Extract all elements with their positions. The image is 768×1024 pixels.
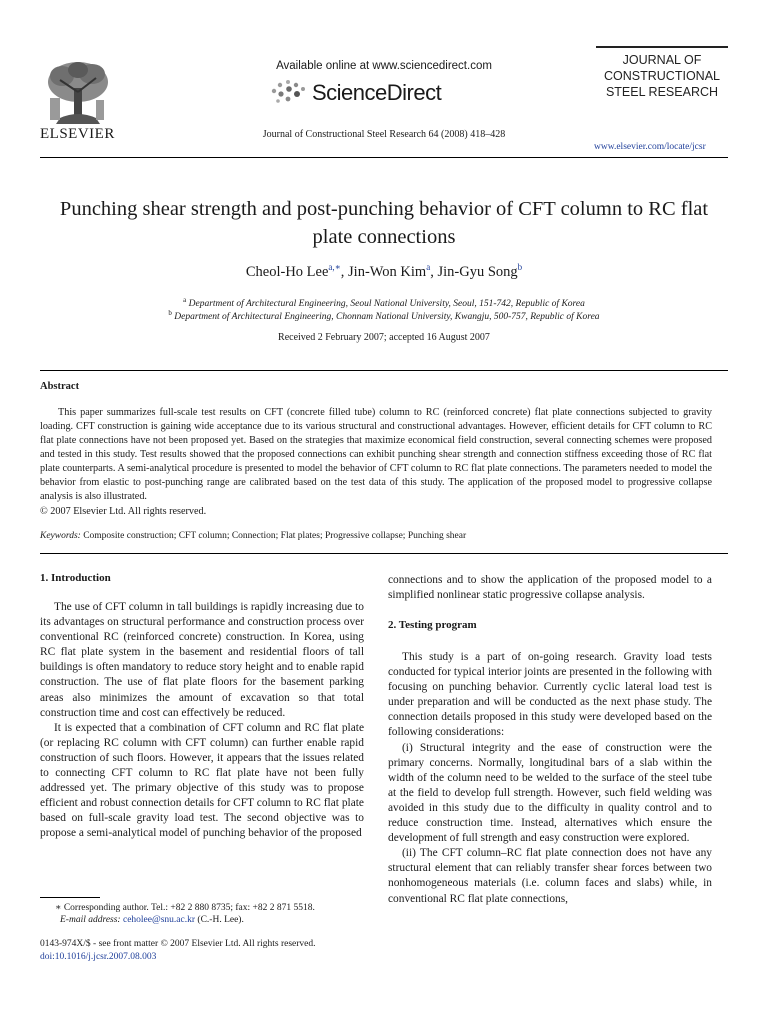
publisher-name: ELSEVIER	[40, 126, 115, 142]
front-matter-note: 0143-974X/$ - see front matter © 2007 Elsevier Ltd. All rights reserved.	[40, 939, 316, 949]
paragraph: (ii) The CFT column–RC flat plate connection does not have any structural element that can reliably transfer shear forces between two nonhomogeneous materials (i.e. column faces and slabs) while, in conventional RC flat plate connections,	[388, 847, 712, 905]
journal-url-link[interactable]: www.elsevier.com/locate/jcsr	[594, 142, 706, 152]
abstract-text: This paper summarizes full-scale test results on CFT (concrete filled tube) column to RC (reinforced concrete) flat plate connections subjected to gravity loading. CFT construction is gaining wide acceptance due to its various structural and constructional advantages. However, efficient details for CFT column to RC flat plate connections have not been proposed yet. Based on the strategies that maximize economical field construction, several connecting schemes were proposed and tested in this study. Test results showed that the proposed connections can exhibit punching shear strength and connection stiffness exceeding those of RC flat plate counterparts. A semi-analytical procedure is presented to model the behavior of CFT column to RC flat plate connections. The parameters needed to model the behavior from elastic to post-punching range are calibrated based on the test data of this study. The application of the proposed model to progressive collapse analysis is also illustrated.	[40, 407, 712, 502]
affiliation-text: Department of Architectural Engineering, Seoul National University, Seoul, 151-742, Republic of Korea	[188, 299, 585, 310]
sciencedirect-dots-icon	[268, 77, 308, 107]
affiliation-marker: b	[168, 309, 172, 317]
email-link[interactable]: ceholee@snu.ac.kr	[122, 915, 196, 925]
journal-citation: Journal of Constructional Steel Research 64 (2008) 418–428	[262, 129, 506, 140]
author-affiliation-marker[interactable]: a,∗	[328, 262, 341, 272]
author-affiliation-marker[interactable]: b	[517, 262, 523, 272]
journal-name-line: CONSTRUCTIONAL	[604, 69, 720, 83]
author-affiliation-marker[interactable]: a	[426, 262, 431, 272]
paragraph: The use of CFT column in tall buildings is rapidly increasing due to its advantages on structural performance and construction process over conventional RC (reinforced concrete) construction. In Korea, using RC flat plate system in the basement and residential floors of tall buildings is often mandatory to reduce story height and to enable rapid construction. The use of flat plate floors for the basement parking areas also minimizes the amount of excavation so that total construction time and cost can effectively be reduced.	[40, 601, 364, 719]
article-title: Punching shear strength and post-punching behavior of CFT column to RC flat plate connections	[59, 198, 709, 248]
abstract-copyright: © 2007 Elsevier Ltd. All rights reserved.	[40, 506, 207, 517]
introduction-body	[40, 600, 364, 842]
doi-link[interactable]: doi:10.1016/j.jcsr.2007.08.003	[40, 952, 157, 962]
keywords-label: Keywords:	[40, 531, 81, 541]
abstract-heading: Abstract	[40, 381, 80, 392]
introduction-continued	[388, 573, 712, 603]
paragraph: connections and to show the application of the proposed model to a simplified nonlinear static progressive collapse analysis.	[388, 574, 712, 602]
journal-name-line: STEEL RESEARCH	[605, 85, 719, 99]
author-separator: ,	[430, 263, 438, 280]
sciencedirect-wordmark: ScienceDirect	[312, 80, 442, 105]
email-note	[60, 915, 244, 925]
email-suffix: (C.-H. Lee).	[195, 915, 244, 925]
author-name: Jin-Gyu Song	[437, 263, 518, 280]
journal-masthead	[596, 46, 728, 100]
footnote-divider	[40, 897, 100, 898]
author-separator: ,	[340, 263, 349, 280]
abstract-top-divider	[40, 370, 728, 371]
keywords-text: Composite construction; CFT column; Connection; Flat plates; Progressive collapse; Punching shear	[80, 531, 467, 541]
keywords	[40, 531, 466, 541]
author-name: Jin-Won Kim	[348, 263, 427, 280]
author-name: Cheol-Ho Lee	[245, 263, 329, 280]
header-divider	[40, 157, 728, 158]
affiliation	[40, 296, 728, 309]
author-list	[40, 262, 728, 281]
section-heading-introduction: 1. Introduction	[40, 572, 111, 584]
paragraph: It is expected that a combination of CFT column and RC flat plate (or replacing RC column with CFT column) can further enable rapid construction of such floors. However, it appears that the issues related to connecting CFT column to RC flat plate have not been fully addressed yet. The primary objective of this study was to propose efficient and robust connection details for CFT column to RC flat plate based on full-scale gravity load test. The second objective was to propose a semi-analytical model of punching behavior of the proposed	[40, 721, 364, 840]
affiliation	[40, 309, 728, 322]
testing-program-body	[388, 650, 712, 907]
journal-name-line: JOURNAL OF	[622, 53, 702, 67]
received-dates: Received 2 February 2007; accepted 16 August 2007	[278, 332, 490, 343]
abstract-bottom-divider	[40, 553, 728, 554]
corresponding-author-note: ∗ Corresponding author. Tel.: +82 2 880 8735; fax: +82 2 871 5518.	[55, 903, 315, 913]
affiliation-marker: a	[183, 296, 187, 304]
section-heading-testing-program: 2. Testing program	[388, 619, 477, 631]
available-online-text: Available online at www.sciencedirect.com	[276, 60, 492, 72]
affiliation-text: Department of Architectural Engineering, Chonnam National University, Kwangju, 500-757, Republic of Korea	[174, 312, 600, 323]
email-label: E-mail address:	[60, 915, 121, 925]
paragraph: This study is a part of on-going research. Gravity load tests conducted for typical interior joints are presented in the following with focusing on punching behavior. Currently cyclic lateral load test is under preparation and will be conducted as the next phase study. The connection details proposed in this study were developed based on the following considerations:	[388, 651, 712, 739]
paragraph: (i) Structural integrity and the ease of construction were the primary concerns. Normally, longitudinal bars of a slab within the width of the column need to be welded to the surface of the steel tube at the field to develop full strength. However, such field welding was avoided in this study due to the difficulty in quality control and to reduce construction time. Instead, alternatives which ensure the development of full strength and easy construction were explored.	[388, 741, 712, 845]
